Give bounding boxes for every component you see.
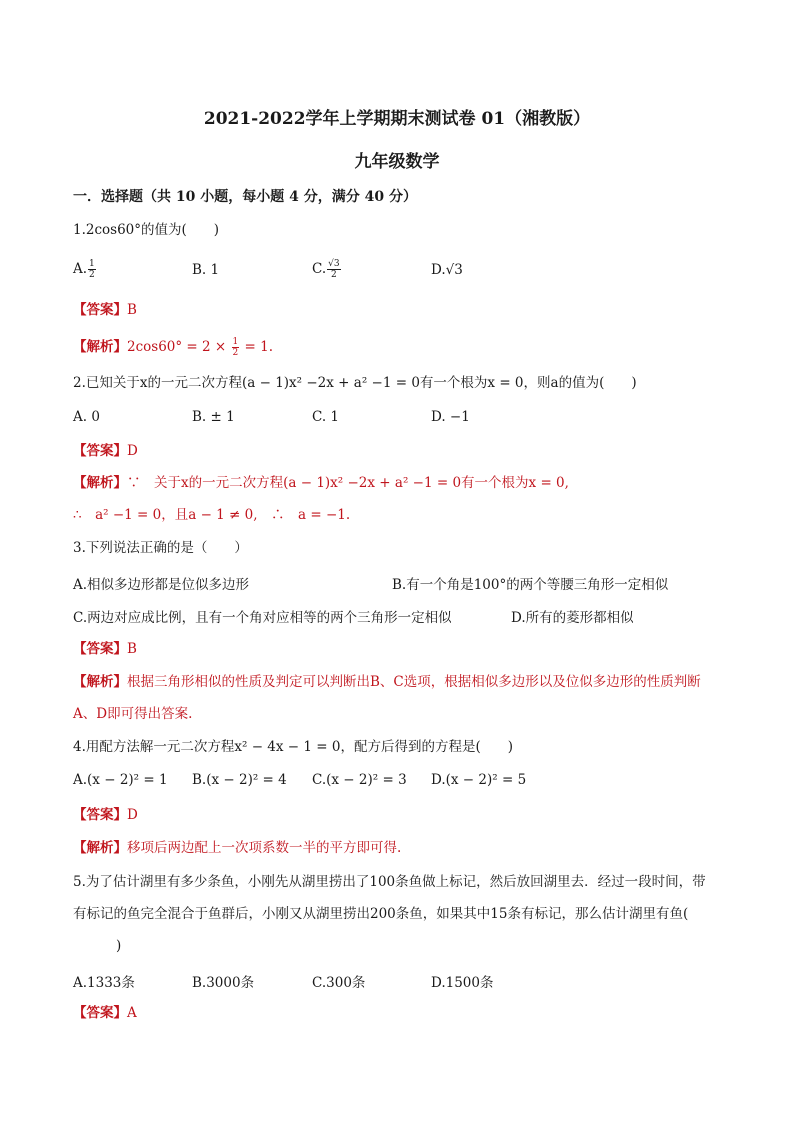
analysis-text: 根据三角形相似的性质及判定可以判断出B、C选项，根据相似多边形以及位似多边形的性质判断 bbox=[127, 674, 701, 690]
question-1-answer bbox=[73, 301, 137, 319]
question-1-option-b: B. 1 bbox=[192, 262, 220, 278]
question-3-analysis-line-1 bbox=[73, 673, 701, 691]
fraction-denominator: 2 bbox=[89, 270, 95, 280]
question-3-analysis-line-2: A、D即可得出答案. bbox=[73, 706, 193, 722]
question-5-stem-line-3: ) bbox=[116, 938, 122, 954]
question-5-option-c: C.300条 bbox=[312, 975, 366, 991]
fraction-numerator: √3 bbox=[328, 259, 340, 269]
fraction-numerator: 1 bbox=[89, 259, 95, 269]
question-1-stem: 1.2cos60°的值为( ) bbox=[73, 222, 220, 238]
answer-value: D bbox=[127, 443, 138, 459]
question-3-stem: 3.下列说法正确的是（ ） bbox=[73, 540, 248, 556]
question-2-stem: 2.已知关于x的一元二次方程(a − 1)x² −2x + a² −1 = 0有一个根为x = 0，则a的值为( ) bbox=[73, 375, 637, 391]
exam-subtitle: 九年级数学 bbox=[354, 152, 440, 172]
analysis-label: 【解析】 bbox=[73, 674, 127, 690]
option-c-prefix: C. bbox=[312, 261, 327, 277]
analysis-text: 移项后两边配上一次项系数一半的平方即可得. bbox=[127, 840, 402, 856]
exam-title: 2021-2022学年上学期期末测试卷 01（湘教版） bbox=[203, 109, 591, 129]
analysis-label: 【解析】 bbox=[73, 840, 127, 856]
analysis-text-pre: 2cos60° = 2 × bbox=[127, 339, 231, 355]
question-4-option-c: C.(x − 2)² = 3 bbox=[312, 772, 407, 788]
answer-label: 【答案】 bbox=[73, 302, 127, 318]
question-4-answer bbox=[73, 806, 138, 824]
question-2-answer bbox=[73, 442, 138, 460]
question-4-stem: 4.用配方法解一元二次方程x² − 4x − 1 = 0，配方后得到的方程是( ) bbox=[73, 739, 514, 755]
question-2-option-b: B. ± 1 bbox=[192, 409, 235, 425]
question-2-option-d: D. −1 bbox=[431, 409, 470, 425]
question-1-option-c bbox=[312, 259, 342, 280]
question-4-option-b: B.(x − 2)² = 4 bbox=[192, 772, 287, 788]
question-2-analysis-line-2: ∴ a² −1 = 0，且a − 1 ≠ 0, ∴ a = −1. bbox=[73, 507, 351, 523]
question-2-analysis-line-1 bbox=[73, 474, 569, 492]
option-a-prefix: A. bbox=[73, 261, 88, 277]
answer-value: B bbox=[127, 302, 137, 318]
question-1-analysis bbox=[73, 337, 273, 358]
answer-value: B bbox=[127, 641, 137, 657]
analysis-label: 【解析】 bbox=[73, 339, 127, 355]
question-5-stem-line-1: 5.为了估计湖里有多少条鱼，小刚先从湖里捞出了100条鱼做上标记，然后放回湖里去．经过一段时间，带 bbox=[73, 874, 706, 890]
analysis-fraction bbox=[232, 337, 240, 358]
answer-label: 【答案】 bbox=[73, 1005, 127, 1021]
section-heading: 一．选择题（共 10 小题，每小题 4 分，满分 40 分） bbox=[73, 189, 417, 205]
option-a-fraction bbox=[88, 259, 96, 280]
question-2-option-a: A. 0 bbox=[73, 409, 100, 425]
question-3-answer bbox=[73, 640, 137, 658]
question-3-option-a: A.相似多边形都是位似多边形 bbox=[73, 577, 250, 593]
question-5-answer bbox=[73, 1004, 137, 1022]
answer-label: 【答案】 bbox=[73, 443, 127, 459]
question-4-option-d: D.(x − 2)² = 5 bbox=[431, 772, 527, 788]
question-5-stem-line-2: 有标记的鱼完全混合于鱼群后，小刚又从湖里捞出200条鱼，如果其中15条有标记，那么估计湖里有鱼( bbox=[73, 906, 689, 922]
question-4-analysis bbox=[73, 839, 401, 857]
analysis-label: 【解析】 bbox=[73, 475, 127, 491]
answer-value: D bbox=[127, 807, 138, 823]
answer-label: 【答案】 bbox=[73, 807, 127, 823]
question-3-option-d: D.所有的菱形都相似 bbox=[511, 610, 634, 626]
question-5-option-d: D.1500条 bbox=[431, 975, 494, 991]
question-1-option-d: D.√3 bbox=[431, 262, 463, 278]
fraction-denominator: 2 bbox=[331, 270, 337, 280]
answer-label: 【答案】 bbox=[73, 641, 127, 657]
answer-value: A bbox=[127, 1005, 137, 1021]
fraction-denominator: 2 bbox=[232, 348, 239, 358]
question-3-option-c: C.两边对应成比例，且有一个角对应相等的两个三角形一定相似 bbox=[73, 610, 452, 626]
fraction-numerator: 1 bbox=[232, 337, 239, 347]
question-5-option-a: A.1333条 bbox=[73, 975, 135, 991]
analysis-text: ∵ 关于x的一元二次方程(a − 1)x² −2x + a² −1 = 0有一个根为x = 0, bbox=[127, 475, 569, 491]
analysis-text-post: = 1. bbox=[240, 339, 274, 355]
question-1-option-a bbox=[73, 259, 97, 280]
question-5-option-b: B.3000条 bbox=[192, 975, 255, 991]
question-4-option-a: A.(x − 2)² = 1 bbox=[73, 772, 168, 788]
option-c-fraction bbox=[327, 259, 340, 280]
question-2-option-c: C. 1 bbox=[312, 409, 340, 425]
question-3-option-b: B.有一个角是100°的两个等腰三角形一定相似 bbox=[392, 577, 669, 593]
